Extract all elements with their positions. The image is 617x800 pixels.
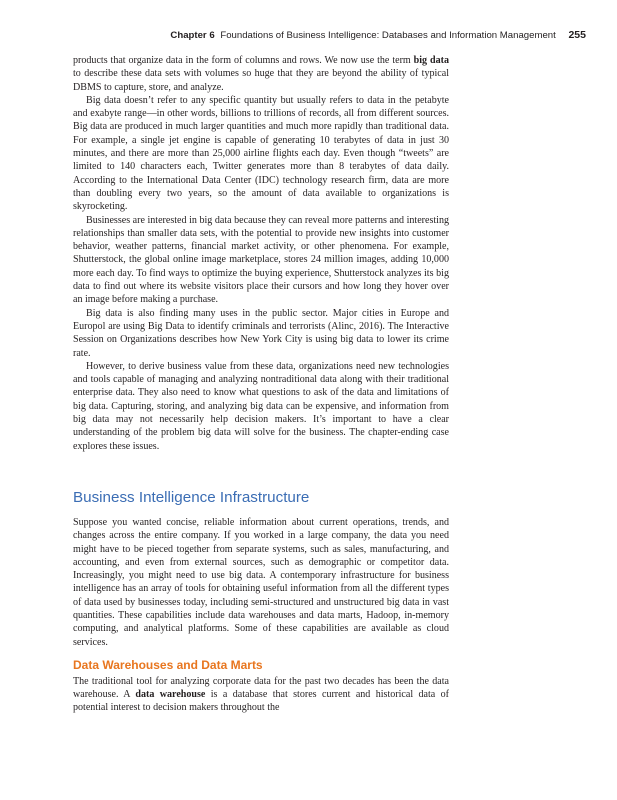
subsection-heading: Data Warehouses and Data Marts bbox=[73, 657, 263, 672]
chapter-label: Chapter 6 bbox=[170, 30, 215, 41]
chapter-title: Foundations of Business Intelligence: Databases and Information Management bbox=[220, 30, 556, 41]
page-body bbox=[73, 54, 449, 715]
section-heading: Business Intelligence Infrastructure bbox=[73, 488, 310, 506]
key-term-data-warehouse: data warehouse bbox=[135, 689, 206, 701]
running-header bbox=[170, 29, 586, 41]
subsection-paragraph: The traditional tool for analyzing corporate data for the past two decades has been the data warehouse. A data warehouse is a database that stores current and historical data of potential interest to decision makers throughout the bbox=[73, 675, 449, 714]
paragraph-5: However, to derive business value from these data, organizations need new technologies and tools capable of managing and analyzing nontraditional data along with their traditional enterprise data. They also need to know what questions to ask of the data and limitations of big data. Capturing, storing, and analyzing big data can be expensive, and information from big data may not necessarily help decision makers. It’s important to have a clear understanding of the problem big data will solve for the business. The chapter-ending case explores these issues. bbox=[73, 360, 449, 452]
paragraph-1: products that organize data in the form of columns and rows. We now use the term big data to describe these data sets with volumes so huge that they are beyond the ability of typical DBMS to capture, store, and analyze. bbox=[73, 55, 449, 93]
paragraph-4: Big data is also finding many uses in the public sector. Major cities in Europe and Europol are using Big Data to identify criminals and terrorists (Alinc, 2016). The Interactive Session on Organizations describes how New York City is using big data to lower its crime rate. bbox=[73, 307, 449, 359]
section-paragraph: Suppose you wanted concise, reliable information about current operations, trends, and changes across the entire company. If you worked in a large company, the data you need might have to be pieced together from separate systems, such as sales, manufacturing, and accounting, and even from external sources, such as demographic or competitor data. Increasingly, you might need to use big data. A contemporary infrastructure for business intelligence has an array of tools for obtaining useful information from all the different types of data used by businesses today, including semi-structured and unstructured big data in vast quantities. These capabilities include data warehouses and data marts, Hadoop, in-memory computing, and analytical platforms. Some of these capabilities are available as cloud services. bbox=[73, 516, 449, 648]
page-number: 255 bbox=[568, 29, 586, 41]
paragraph-3: Businesses are interested in big data because they can reveal more patterns and interesting relationships than smaller data sets, with the potential to provide new insights into customer behavior, weather patterns, financial market activity, or other phenomena. For example, Shutterstock, the global online image marketplace, stores 24 million images, adding 10,000 more each day. To find ways to optimize the buying experience, Shutterstock analyzes its big data to find out where its website visitors place their cursors and how long they hover over an image before making a purchase. bbox=[73, 214, 449, 306]
key-term-big-data: big data bbox=[413, 55, 449, 66]
paragraph-2: Big data doesn’t refer to any specific quantity but usually refers to data in the petabyte and exabyte range—in other words, billions to trillions of records, all from different sources. Big data are produced in much larger quantities and much more rapidly than traditional data. For example, a single jet engine is capable of generating 10 terabytes of data in just 30 minutes, and there are more than 25,000 airline flights each day. Even though “tweets” are limited to 140 characters each, Twitter generates more than 8 terabytes of data daily. According to the International Data Center (IDC) technology research firm, data are more than doubling every two years, so the amount of data available to organizations is skyrocketing. bbox=[73, 94, 449, 213]
